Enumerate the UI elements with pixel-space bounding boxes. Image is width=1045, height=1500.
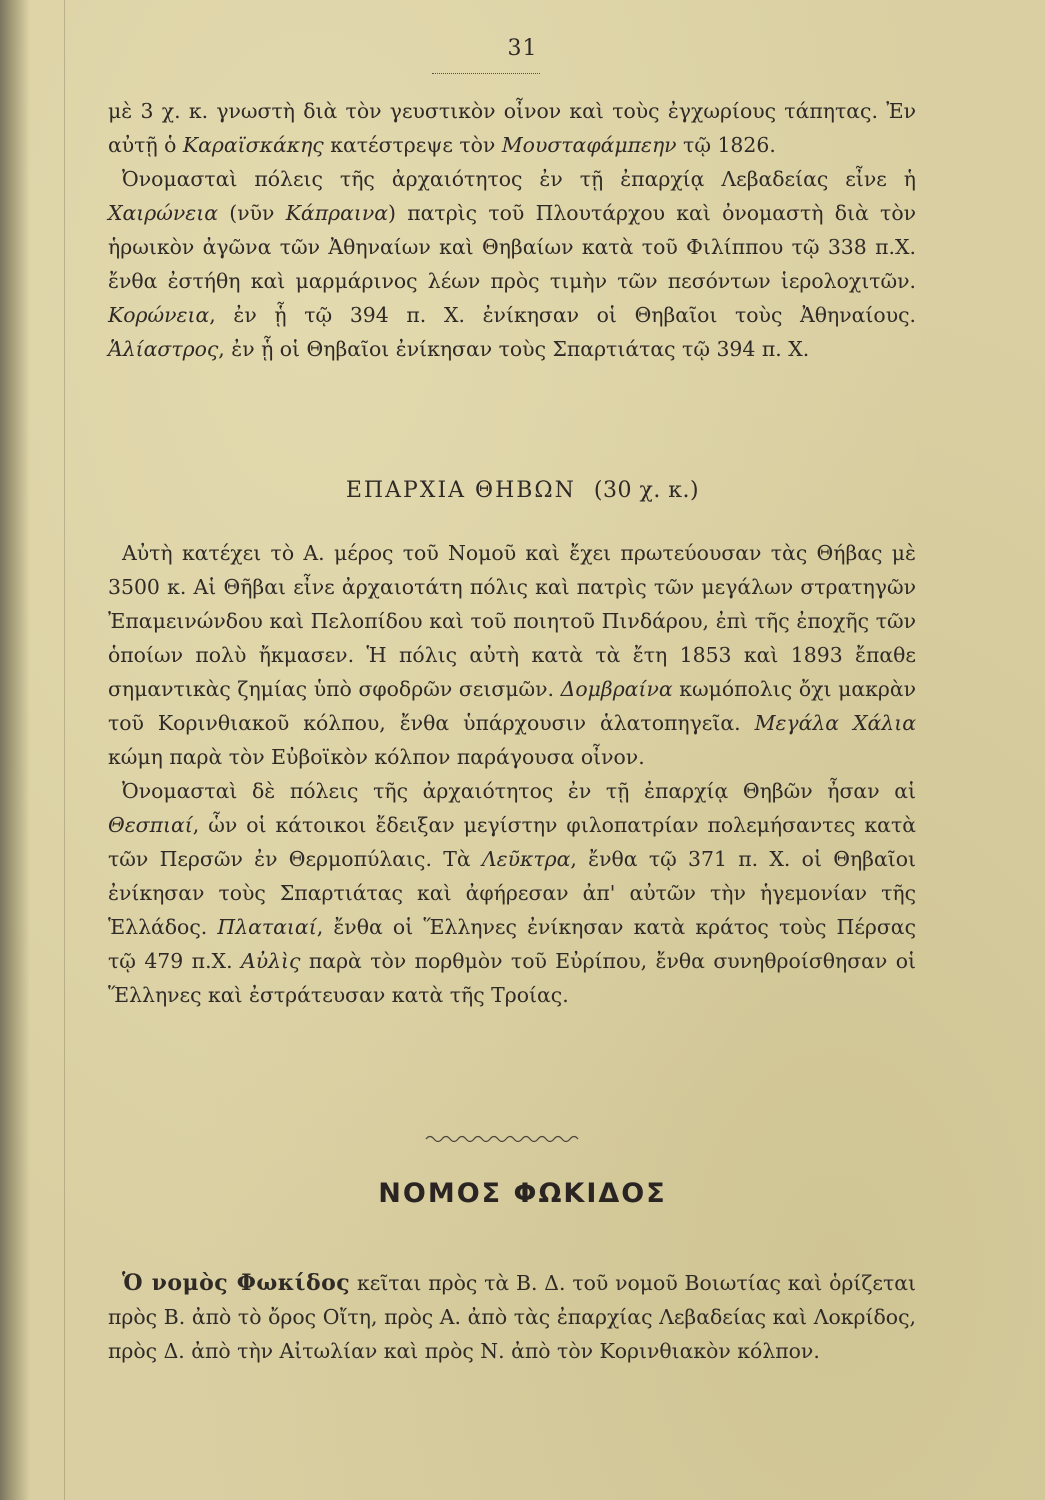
place-name: Δομβραίνα bbox=[560, 677, 673, 701]
page-edge-shadow bbox=[0, 0, 30, 1500]
place-name: Κάπραινα bbox=[285, 201, 389, 225]
place-name: Μουσταφάμπεην bbox=[501, 133, 677, 157]
paragraph bbox=[108, 162, 916, 366]
place-name: Λεῦκτρα bbox=[481, 847, 571, 871]
text-run: παρὰ τὸν πορθμὸν τοῦ Εὐρίπου, ἔνθα συνηθροίσθησαν οἱ Ἕλληνες καὶ ἐστράτευσαν κατὰ τῆς Τροίας. bbox=[108, 949, 917, 1007]
text-run: κατέστρεψε τὸν bbox=[323, 133, 502, 157]
text-run: κώμη παρὰ τὸν Εὐβοϊκὸν κόλπον παράγουσα οἶνον. bbox=[108, 745, 645, 769]
place-name: Πλαταιαί bbox=[217, 915, 317, 939]
place-name: Κορώνεια bbox=[108, 303, 210, 327]
place-name: Αὐλὶς bbox=[241, 949, 301, 973]
heading-eparchia-thivon bbox=[0, 478, 1045, 503]
paragraph bbox=[108, 536, 916, 774]
section-1-text bbox=[108, 94, 916, 366]
paragraph bbox=[108, 1266, 916, 1368]
text-run: τῷ 1826. bbox=[676, 133, 776, 157]
text-run: , ἔνθα οἱ Ἕλληνες ἐνίκησαν κατὰ κράτος τοὺς Πέρσας τῷ 479 π.Χ. bbox=[108, 915, 916, 973]
text-run: , ἐν ᾗ οἱ Θηβαῖοι ἐνίκησαν τοὺς Σπαρτιάτας τῷ 394 π. Χ. bbox=[218, 337, 810, 361]
place-name: Θεσπιαί bbox=[108, 813, 193, 837]
paragraph bbox=[108, 774, 916, 1012]
wavy-ornament bbox=[424, 1133, 584, 1145]
place-name: Χαιρώνεια bbox=[108, 201, 218, 225]
section-3-text bbox=[108, 1266, 916, 1368]
binding-line bbox=[64, 0, 65, 1500]
heading-1-subtitle: (30 χ. κ.) bbox=[593, 478, 700, 503]
text-run: κωμόπολις ὄχι μακρὰν τοῦ Κορινθιακοῦ κόλπου, ἔνθα ὑπάρχουσιν ἁλατοπηγεῖα. bbox=[108, 677, 916, 735]
lead-phrase: Ὁ νομὸς Φωκίδος bbox=[122, 1270, 351, 1296]
paragraph-text: κεῖται πρὸς τὰ Β. Δ. τοῦ νομοῦ Βοιωτίας καὶ ὁρίζεται πρὸς Β. ἀπὸ τὸ ὄρος Οἴτη, πρὸς Α. ἀπὸ τὰς ἐπαρχίας Λεβαδείας καὶ Λοκρίδος, πρὸς Δ. ἀπὸ τὴν Αἰτωλίαν καὶ πρὸς Ν. ἀπὸ τὸν Κορινθιακὸν κόλπον. bbox=[108, 1271, 916, 1363]
text-run: , ἐν ᾗ τῷ 394 π. Χ. ἐνίκησαν οἱ Θηβαῖοι τοὺς Ἀθηναίους. bbox=[209, 303, 916, 327]
place-name: Μεγάλα Χάλια bbox=[754, 711, 916, 735]
paragraph bbox=[108, 94, 916, 162]
place-name: Καραϊσκάκης bbox=[182, 133, 324, 157]
section-2-text bbox=[108, 536, 916, 1012]
heading-nomos-fokidos: ΝΟΜΟΣ ΦΩΚΙΔΟΣ bbox=[378, 1178, 667, 1209]
text-run: Αὐτὴ κατέχει τὸ Α. μέρος τοῦ Νομοῦ καὶ ἔχει πρωτεύουσαν τὰς Θήβας μὲ 3500 κ. Αἱ Θῆβαι εἶνε ἀρχαιοτάτη πόλις καὶ πατρὶς τῶν μεγάλων στρατηγῶν Ἐπαμεινώνδου καὶ Πελοπίδου καὶ τοῦ ποιητοῦ Πινδάρου, ἐπὶ τῆς ἐποχῆς τῶν ὁποίων πολὺ ἤκμασεν. Ἡ πόλις αὐτὴ κατὰ τὰ ἔτη 1853 καὶ 1893 ἔπαθε σημαντικὰς ζημίας ὑπὸ σφοδρῶν σεισμῶν. bbox=[108, 541, 916, 701]
page-number: 31 bbox=[507, 36, 538, 61]
text-run: ) πατρὶς τοῦ Πλουτάρχου καὶ ὀνομαστὴ διὰ τὸν ἡρωικὸν ἀγῶνα τῶν Ἀθηναίων καὶ Θηβαίων κατὰ τοῦ Φιλίππου τῷ 338 π.Χ. ἔνθα ἐστήθη καὶ μαρμάρινος λέων πρὸς τιμὴν τῶν πεσόντων ἱερολοχιτῶν. bbox=[108, 201, 916, 293]
text-run: , ὧν οἱ κάτοικοι ἔδειξαν μεγίστην φιλοπατρίαν πολεμήσαντες κατὰ τῶν Περσῶν ἐν Θερμοπύλαις. Τὰ bbox=[108, 813, 916, 871]
text-run: Ὀνομασταὶ πόλεις τῆς ἀρχαιότητος ἐν τῇ ἐπαρχίᾳ Λεβαδείας εἶνε ἡ bbox=[122, 167, 916, 191]
text-run: Ὀνομασταὶ δὲ πόλεις τῆς ἀρχαιότητος ἐν τῇ ἐπαρχίᾳ Θηβῶν ἦσαν αἱ bbox=[122, 779, 916, 803]
text-run: (νῦν bbox=[218, 201, 286, 225]
text-run: , ἔνθα τῷ 371 π. Χ. οἱ Θηβαῖοι ἐνίκησαν τοὺς Σπαρτιάτας καὶ ἀφήρεσαν ἀπ' αὐτῶν τὴν ἡγεμονίαν τῆς Ἑλλάδος. bbox=[108, 847, 916, 939]
text-run: μὲ 3 χ. κ. γνωστὴ διὰ τὸν γευστικὸν οἶνον καὶ τοὺς ἐγχωρίους τάπητας. Ἐν αὐτῇ ὁ bbox=[108, 99, 916, 157]
place-name: Ἁλίαστρος bbox=[108, 337, 219, 361]
heading-1-title: ΕΠΑΡΧΙΑ ΘΗΒΩΝ bbox=[345, 478, 576, 503]
header-rule bbox=[432, 73, 540, 74]
